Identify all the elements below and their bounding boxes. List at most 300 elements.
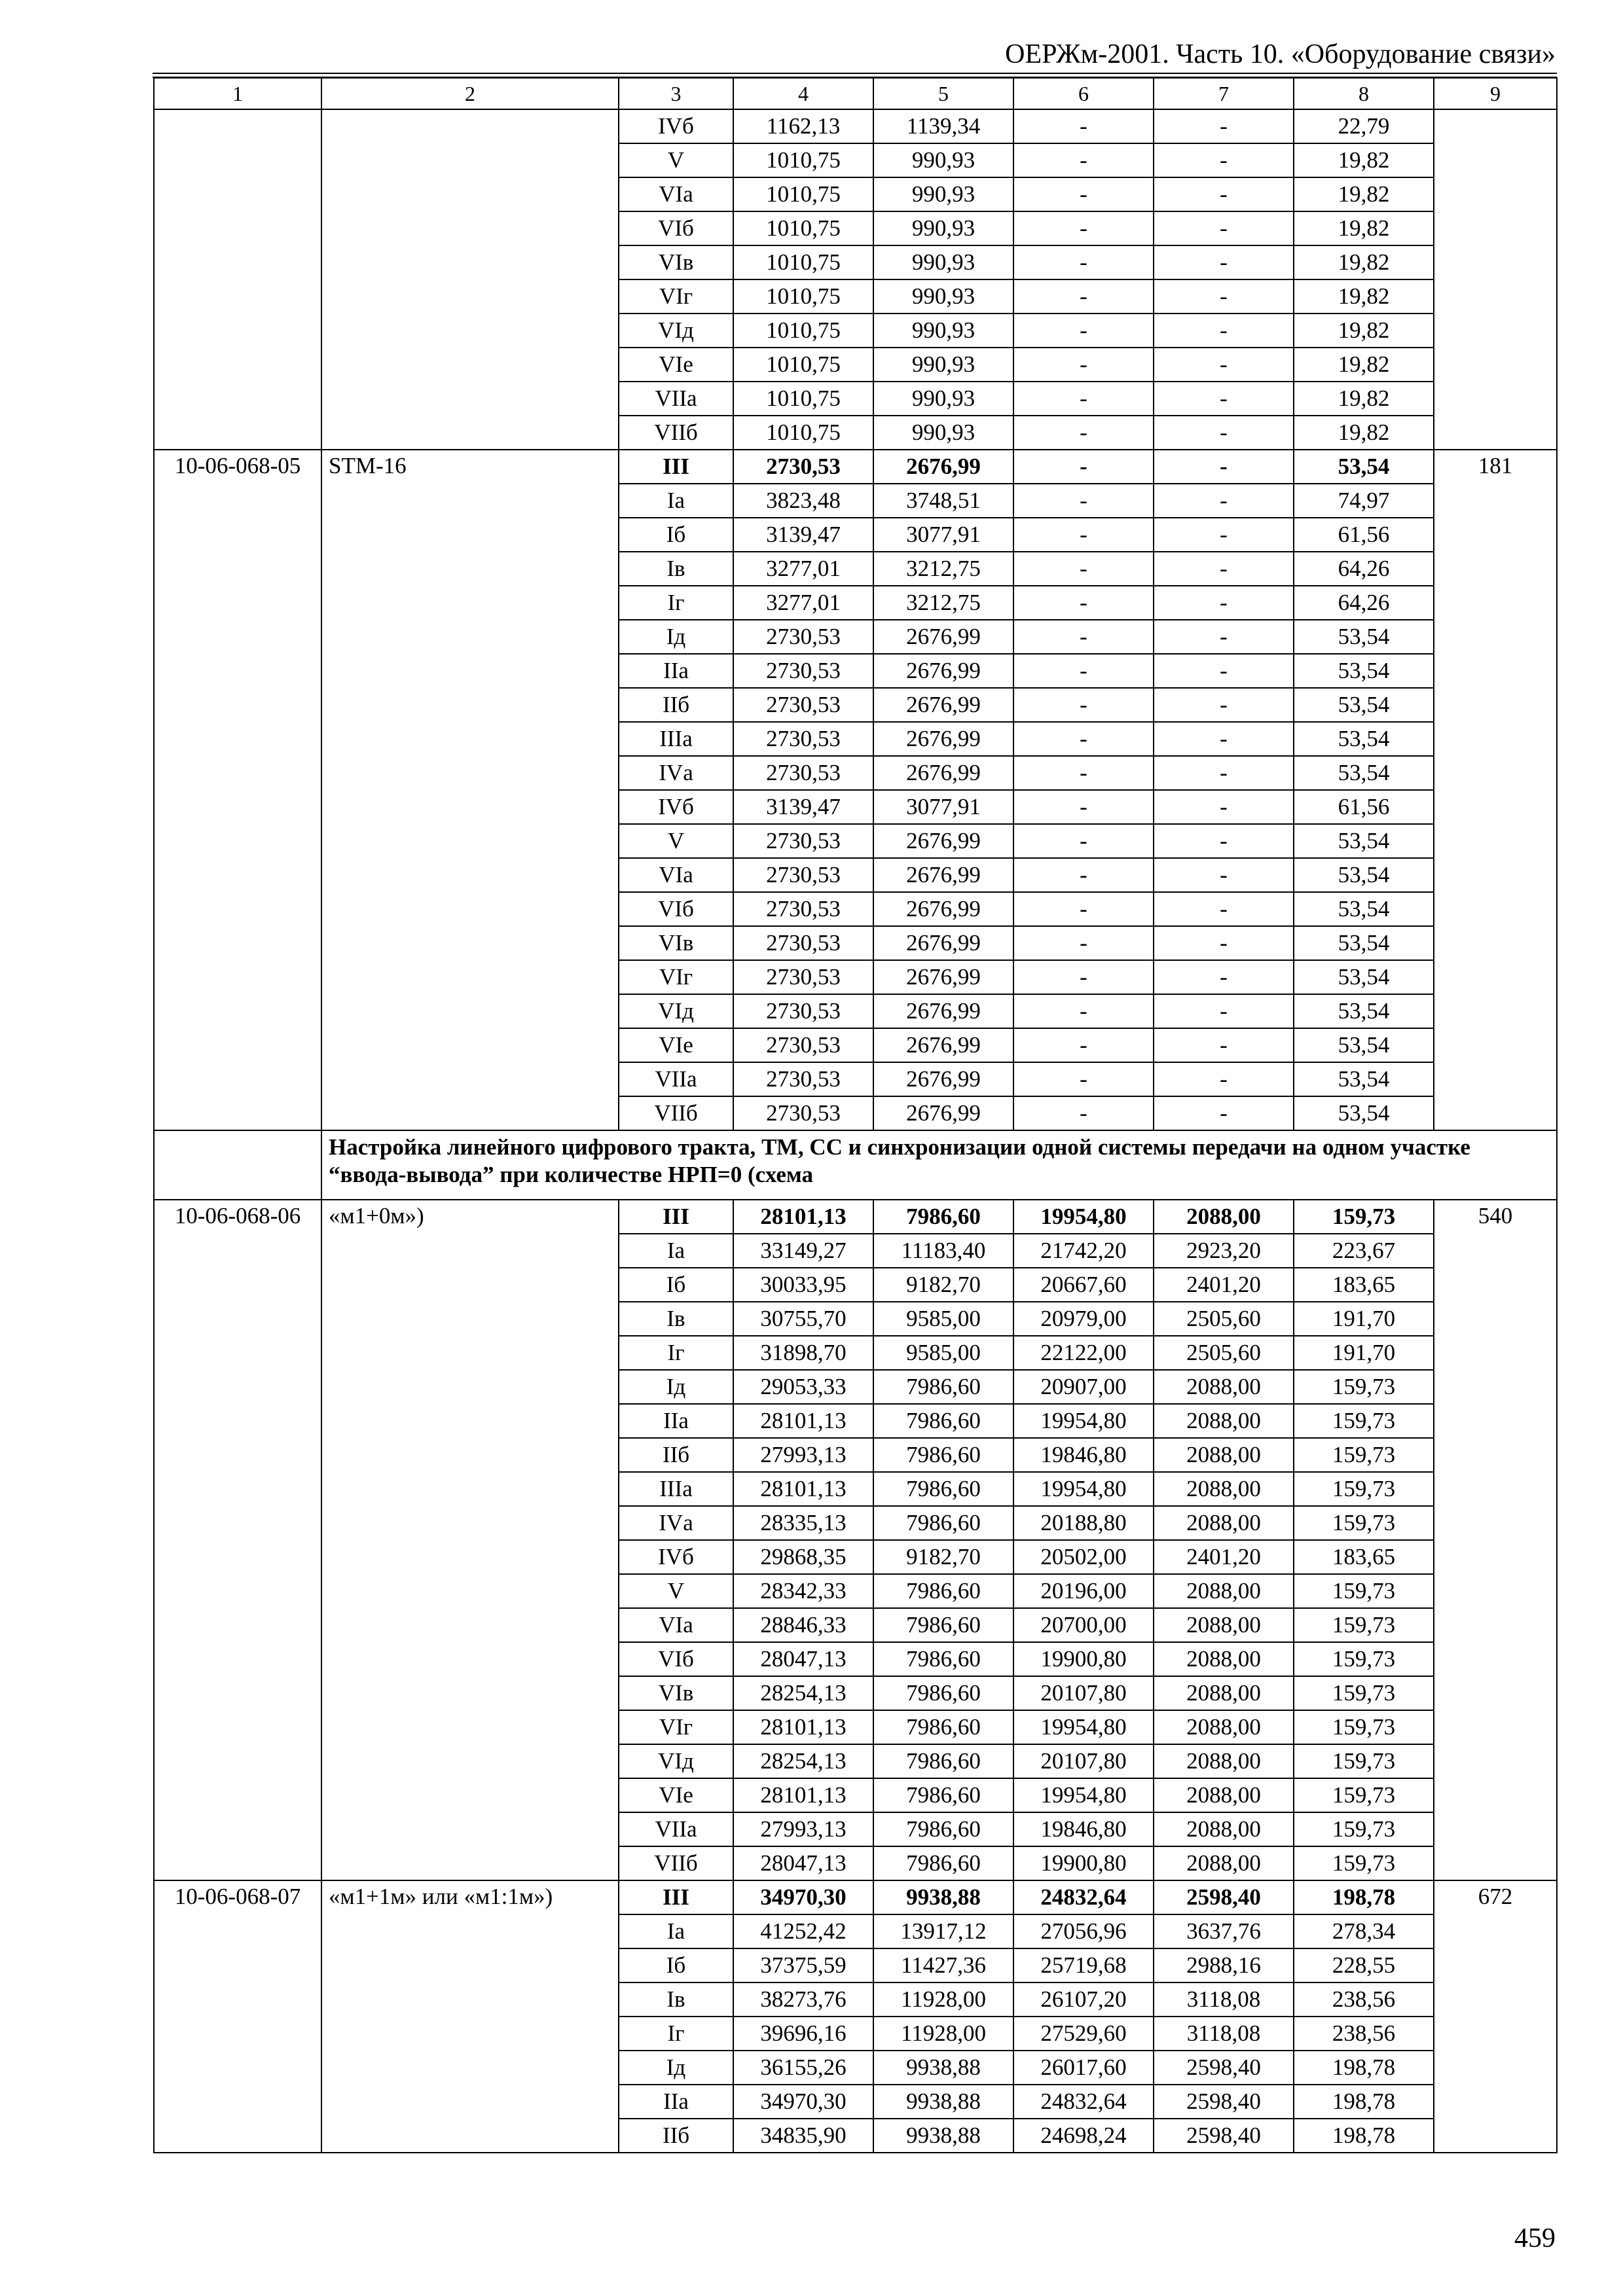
price-table bbox=[153, 77, 1558, 2153]
value-cell-6: 19954,80 bbox=[1013, 1404, 1154, 1438]
value-cell-8: 19,82 bbox=[1294, 211, 1434, 245]
table-row bbox=[154, 1200, 1557, 1234]
value-cell-6: 19954,80 bbox=[1013, 1778, 1154, 1812]
zone-cell: IIб bbox=[619, 2119, 733, 2153]
value-cell-5: 7986,60 bbox=[873, 1812, 1013, 1846]
zone-cell: Iв bbox=[619, 1982, 733, 2017]
table-row bbox=[154, 1880, 1557, 1914]
column-number: 6 bbox=[1013, 78, 1154, 109]
value-cell-4: 28342,33 bbox=[733, 1574, 873, 1608]
value-cell-6: 19954,80 bbox=[1013, 1710, 1154, 1744]
value-cell-8: 53,54 bbox=[1294, 926, 1434, 960]
rate-name: «м1+1м» или «м1:1м») bbox=[321, 1880, 619, 2153]
value-cell-7: - bbox=[1154, 143, 1294, 177]
value-cell-6: - bbox=[1013, 177, 1154, 211]
rate-code: 10-06-068-07 bbox=[154, 1880, 321, 2153]
value-cell-5: 2676,99 bbox=[873, 960, 1013, 994]
value-cell-4: 2730,53 bbox=[733, 960, 873, 994]
column-number: 3 bbox=[619, 78, 733, 109]
value-cell-4: 36155,26 bbox=[733, 2051, 873, 2085]
table-row bbox=[154, 109, 1557, 143]
zone-cell: IIа bbox=[619, 1404, 733, 1438]
value-cell-6: - bbox=[1013, 722, 1154, 756]
value-cell-8: 53,54 bbox=[1294, 450, 1434, 484]
value-cell-4: 3139,47 bbox=[733, 518, 873, 552]
value-cell-6: - bbox=[1013, 450, 1154, 484]
value-cell-5: 990,93 bbox=[873, 348, 1013, 382]
value-cell-5: 7986,60 bbox=[873, 1676, 1013, 1710]
value-cell-8: 228,55 bbox=[1294, 1948, 1434, 1982]
value-cell-5: 3748,51 bbox=[873, 484, 1013, 518]
value-cell-5: 2676,99 bbox=[873, 620, 1013, 654]
value-cell-6: - bbox=[1013, 654, 1154, 688]
zone-cell: IVб bbox=[619, 790, 733, 824]
column-number: 1 bbox=[154, 78, 321, 109]
zone-cell: VIб bbox=[619, 211, 733, 245]
zone-cell: VIIб bbox=[619, 416, 733, 450]
zone-cell: VIIа bbox=[619, 1812, 733, 1846]
zone-cell: III bbox=[619, 450, 733, 484]
value-cell-4: 1010,75 bbox=[733, 416, 873, 450]
value-cell-7: - bbox=[1154, 518, 1294, 552]
value-cell-7: - bbox=[1154, 1028, 1294, 1062]
value-cell-6: - bbox=[1013, 348, 1154, 382]
value-cell-5: 13917,12 bbox=[873, 1914, 1013, 1948]
value-cell-4: 2730,53 bbox=[733, 892, 873, 926]
value-cell-4: 1010,75 bbox=[733, 211, 873, 245]
zone-cell: IIа bbox=[619, 654, 733, 688]
rate-code bbox=[154, 109, 321, 450]
value-cell-6: 21742,20 bbox=[1013, 1234, 1154, 1268]
value-cell-8: 159,73 bbox=[1294, 1676, 1434, 1710]
value-cell-8: 159,73 bbox=[1294, 1370, 1434, 1404]
zone-cell: VIб bbox=[619, 1642, 733, 1676]
value-cell-6: 20196,00 bbox=[1013, 1574, 1154, 1608]
value-cell-8: 159,73 bbox=[1294, 1472, 1434, 1506]
column-number: 8 bbox=[1294, 78, 1434, 109]
value-cell-5: 3077,91 bbox=[873, 790, 1013, 824]
value-cell-7: 2088,00 bbox=[1154, 1438, 1294, 1472]
value-cell-8: 53,54 bbox=[1294, 654, 1434, 688]
zone-cell: Iв bbox=[619, 1302, 733, 1336]
value-cell-4: 28335,13 bbox=[733, 1506, 873, 1540]
value-cell-4: 2730,53 bbox=[733, 756, 873, 790]
value-cell-4: 37375,59 bbox=[733, 1948, 873, 1982]
value-cell-5: 7986,60 bbox=[873, 1404, 1013, 1438]
value-cell-4: 29868,35 bbox=[733, 1540, 873, 1574]
zone-cell: Iа bbox=[619, 484, 733, 518]
total-cell: 181 bbox=[1434, 450, 1557, 1130]
value-cell-6: 20667,60 bbox=[1013, 1268, 1154, 1302]
value-cell-8: 159,73 bbox=[1294, 1642, 1434, 1676]
total-cell: 672 bbox=[1434, 1880, 1557, 2153]
value-cell-6: - bbox=[1013, 688, 1154, 722]
column-number: 7 bbox=[1154, 78, 1294, 109]
value-cell-6: 27056,96 bbox=[1013, 1914, 1154, 1948]
rate-code: 10-06-068-06 bbox=[154, 1200, 321, 1880]
value-cell-8: 278,34 bbox=[1294, 1914, 1434, 1948]
value-cell-8: 53,54 bbox=[1294, 1062, 1434, 1096]
value-cell-6: 24832,64 bbox=[1013, 2085, 1154, 2119]
value-cell-6: 25719,68 bbox=[1013, 1948, 1154, 1982]
value-cell-8: 53,54 bbox=[1294, 722, 1434, 756]
zone-cell: VIа bbox=[619, 858, 733, 892]
value-cell-5: 2676,99 bbox=[873, 756, 1013, 790]
value-cell-4: 1010,75 bbox=[733, 177, 873, 211]
value-cell-5: 9938,88 bbox=[873, 2051, 1013, 2085]
value-cell-8: 61,56 bbox=[1294, 790, 1434, 824]
value-cell-5: 2676,99 bbox=[873, 688, 1013, 722]
zone-cell: V bbox=[619, 143, 733, 177]
value-cell-4: 38273,76 bbox=[733, 1982, 873, 2017]
value-cell-6: 19954,80 bbox=[1013, 1200, 1154, 1234]
value-cell-5: 7986,60 bbox=[873, 1472, 1013, 1506]
value-cell-5: 7986,60 bbox=[873, 1438, 1013, 1472]
column-number: 5 bbox=[873, 78, 1013, 109]
value-cell-8: 19,82 bbox=[1294, 143, 1434, 177]
value-cell-4: 2730,53 bbox=[733, 994, 873, 1028]
value-cell-5: 9938,88 bbox=[873, 2085, 1013, 2119]
value-cell-6: 20107,80 bbox=[1013, 1744, 1154, 1778]
value-cell-7: - bbox=[1154, 824, 1294, 858]
value-cell-4: 28101,13 bbox=[733, 1472, 873, 1506]
zone-cell: VIг bbox=[619, 960, 733, 994]
value-cell-8: 53,54 bbox=[1294, 892, 1434, 926]
value-cell-6: - bbox=[1013, 620, 1154, 654]
value-cell-5: 7986,60 bbox=[873, 1846, 1013, 1880]
value-cell-4: 1010,75 bbox=[733, 143, 873, 177]
value-cell-6: - bbox=[1013, 1096, 1154, 1130]
value-cell-8: 159,73 bbox=[1294, 1404, 1434, 1438]
value-cell-8: 159,73 bbox=[1294, 1200, 1434, 1234]
value-cell-7: 2088,00 bbox=[1154, 1846, 1294, 1880]
value-cell-5: 11183,40 bbox=[873, 1234, 1013, 1268]
zone-cell: VIе bbox=[619, 1028, 733, 1062]
zone-cell: III bbox=[619, 1880, 733, 1914]
value-cell-8: 198,78 bbox=[1294, 1880, 1434, 1914]
value-cell-6: 27529,60 bbox=[1013, 2017, 1154, 2051]
zone-cell: Iд bbox=[619, 620, 733, 654]
zone-cell: Iд bbox=[619, 2051, 733, 2085]
value-cell-5: 2676,99 bbox=[873, 1028, 1013, 1062]
value-cell-8: 19,82 bbox=[1294, 279, 1434, 314]
value-cell-6: - bbox=[1013, 211, 1154, 245]
value-cell-7: 2088,00 bbox=[1154, 1472, 1294, 1506]
value-cell-6: - bbox=[1013, 109, 1154, 143]
zone-cell: V bbox=[619, 824, 733, 858]
value-cell-8: 191,70 bbox=[1294, 1336, 1434, 1370]
value-cell-4: 28254,13 bbox=[733, 1676, 873, 1710]
value-cell-5: 990,93 bbox=[873, 314, 1013, 348]
value-cell-5: 990,93 bbox=[873, 416, 1013, 450]
value-cell-6: - bbox=[1013, 416, 1154, 450]
value-cell-4: 2730,53 bbox=[733, 688, 873, 722]
value-cell-8: 53,54 bbox=[1294, 1028, 1434, 1062]
value-cell-7: 3118,08 bbox=[1154, 2017, 1294, 2051]
section-heading-row bbox=[154, 1130, 1557, 1200]
value-cell-7: - bbox=[1154, 245, 1294, 279]
value-cell-6: 26107,20 bbox=[1013, 1982, 1154, 2017]
value-cell-6: 20907,00 bbox=[1013, 1370, 1154, 1404]
value-cell-5: 7986,60 bbox=[873, 1200, 1013, 1234]
value-cell-5: 990,93 bbox=[873, 382, 1013, 416]
value-cell-8: 238,56 bbox=[1294, 1982, 1434, 2017]
value-cell-6: - bbox=[1013, 279, 1154, 314]
rate-name bbox=[321, 109, 619, 450]
value-cell-8: 19,82 bbox=[1294, 245, 1434, 279]
value-cell-5: 9938,88 bbox=[873, 1880, 1013, 1914]
value-cell-4: 28047,13 bbox=[733, 1846, 873, 1880]
value-cell-6: 19900,80 bbox=[1013, 1846, 1154, 1880]
zone-cell: Iб bbox=[619, 1948, 733, 1982]
value-cell-8: 19,82 bbox=[1294, 177, 1434, 211]
value-cell-8: 159,73 bbox=[1294, 1744, 1434, 1778]
value-cell-5: 2676,99 bbox=[873, 1062, 1013, 1096]
rate-code: 10-06-068-05 bbox=[154, 450, 321, 1130]
value-cell-7: - bbox=[1154, 858, 1294, 892]
zone-cell: Iг bbox=[619, 1336, 733, 1370]
zone-cell: IVа bbox=[619, 1506, 733, 1540]
rate-name: «м1+0м») bbox=[321, 1200, 619, 1880]
value-cell-4: 31898,70 bbox=[733, 1336, 873, 1370]
value-cell-4: 2730,53 bbox=[733, 722, 873, 756]
value-cell-4: 3823,48 bbox=[733, 484, 873, 518]
header-rule bbox=[153, 73, 1557, 74]
value-cell-4: 30755,70 bbox=[733, 1302, 873, 1336]
value-cell-6: - bbox=[1013, 518, 1154, 552]
value-cell-7: - bbox=[1154, 892, 1294, 926]
value-cell-8: 198,78 bbox=[1294, 2119, 1434, 2153]
value-cell-4: 3277,01 bbox=[733, 586, 873, 620]
value-cell-5: 990,93 bbox=[873, 245, 1013, 279]
value-cell-4: 28101,13 bbox=[733, 1404, 873, 1438]
zone-cell: VIг bbox=[619, 1710, 733, 1744]
value-cell-7: - bbox=[1154, 960, 1294, 994]
value-cell-7: 2598,40 bbox=[1154, 2051, 1294, 2085]
value-cell-6: 20107,80 bbox=[1013, 1676, 1154, 1710]
value-cell-7: - bbox=[1154, 654, 1294, 688]
zone-cell: VIд bbox=[619, 1744, 733, 1778]
value-cell-8: 198,78 bbox=[1294, 2085, 1434, 2119]
table-body bbox=[154, 78, 1557, 2153]
value-cell-7: 2088,00 bbox=[1154, 1778, 1294, 1812]
value-cell-7: 2088,00 bbox=[1154, 1608, 1294, 1642]
value-cell-4: 2730,53 bbox=[733, 654, 873, 688]
value-cell-4: 3139,47 bbox=[733, 790, 873, 824]
value-cell-8: 61,56 bbox=[1294, 518, 1434, 552]
value-cell-6: - bbox=[1013, 382, 1154, 416]
zone-cell: IIIа bbox=[619, 1472, 733, 1506]
zone-cell: Iг bbox=[619, 586, 733, 620]
value-cell-8: 53,54 bbox=[1294, 858, 1434, 892]
zone-cell: VIа bbox=[619, 177, 733, 211]
value-cell-8: 19,82 bbox=[1294, 314, 1434, 348]
value-cell-8: 53,54 bbox=[1294, 1096, 1434, 1130]
table-row bbox=[154, 450, 1557, 484]
value-cell-6: - bbox=[1013, 1062, 1154, 1096]
value-cell-8: 159,73 bbox=[1294, 1812, 1434, 1846]
value-cell-7: - bbox=[1154, 1096, 1294, 1130]
value-cell-5: 9585,00 bbox=[873, 1336, 1013, 1370]
value-cell-8: 53,54 bbox=[1294, 620, 1434, 654]
value-cell-8: 191,70 bbox=[1294, 1302, 1434, 1336]
value-cell-4: 29053,33 bbox=[733, 1370, 873, 1404]
value-cell-4: 2730,53 bbox=[733, 450, 873, 484]
value-cell-8: 159,73 bbox=[1294, 1778, 1434, 1812]
value-cell-8: 159,73 bbox=[1294, 1846, 1434, 1880]
zone-cell: V bbox=[619, 1574, 733, 1608]
value-cell-8: 183,65 bbox=[1294, 1268, 1434, 1302]
value-cell-7: - bbox=[1154, 484, 1294, 518]
value-cell-4: 27993,13 bbox=[733, 1438, 873, 1472]
zone-cell: III bbox=[619, 1200, 733, 1234]
zone-cell: Iа bbox=[619, 1234, 733, 1268]
zone-cell: Iа bbox=[619, 1914, 733, 1948]
value-cell-6: - bbox=[1013, 892, 1154, 926]
page-number: 459 bbox=[1514, 2223, 1556, 2253]
value-cell-4: 2730,53 bbox=[733, 1096, 873, 1130]
value-cell-6: - bbox=[1013, 484, 1154, 518]
value-cell-8: 159,73 bbox=[1294, 1710, 1434, 1744]
value-cell-4: 28254,13 bbox=[733, 1744, 873, 1778]
value-cell-7: - bbox=[1154, 722, 1294, 756]
value-cell-6: 19846,80 bbox=[1013, 1438, 1154, 1472]
value-cell-6: 20502,00 bbox=[1013, 1540, 1154, 1574]
zone-cell: VIIа bbox=[619, 382, 733, 416]
value-cell-7: - bbox=[1154, 279, 1294, 314]
value-cell-5: 990,93 bbox=[873, 211, 1013, 245]
value-cell-4: 1010,75 bbox=[733, 245, 873, 279]
value-cell-8: 64,26 bbox=[1294, 586, 1434, 620]
value-cell-5: 2676,99 bbox=[873, 654, 1013, 688]
value-cell-5: 7986,60 bbox=[873, 1574, 1013, 1608]
value-cell-8: 238,56 bbox=[1294, 2017, 1434, 2051]
value-cell-4: 28047,13 bbox=[733, 1642, 873, 1676]
zone-cell: VIв bbox=[619, 245, 733, 279]
value-cell-5: 2676,99 bbox=[873, 722, 1013, 756]
value-cell-8: 159,73 bbox=[1294, 1608, 1434, 1642]
value-cell-5: 9585,00 bbox=[873, 1302, 1013, 1336]
zone-cell: IIа bbox=[619, 2085, 733, 2119]
value-cell-6: - bbox=[1013, 1028, 1154, 1062]
value-cell-5: 1139,34 bbox=[873, 109, 1013, 143]
value-cell-7: 2088,00 bbox=[1154, 1676, 1294, 1710]
zone-cell: VIг bbox=[619, 279, 733, 314]
value-cell-6: 20700,00 bbox=[1013, 1608, 1154, 1642]
value-cell-8: 159,73 bbox=[1294, 1574, 1434, 1608]
value-cell-7: - bbox=[1154, 688, 1294, 722]
value-cell-5: 7986,60 bbox=[873, 1608, 1013, 1642]
value-cell-7: 2598,40 bbox=[1154, 2085, 1294, 2119]
value-cell-6: 19954,80 bbox=[1013, 1472, 1154, 1506]
total-cell: 540 bbox=[1434, 1200, 1557, 1880]
value-cell-6: 22122,00 bbox=[1013, 1336, 1154, 1370]
value-cell-5: 2676,99 bbox=[873, 892, 1013, 926]
value-cell-6: - bbox=[1013, 756, 1154, 790]
value-cell-5: 11928,00 bbox=[873, 2017, 1013, 2051]
value-cell-8: 53,54 bbox=[1294, 960, 1434, 994]
value-cell-4: 28846,33 bbox=[733, 1608, 873, 1642]
value-cell-4: 27993,13 bbox=[733, 1812, 873, 1846]
zone-cell: IVб bbox=[619, 109, 733, 143]
zone-cell: Iб bbox=[619, 1268, 733, 1302]
zone-cell: VIб bbox=[619, 892, 733, 926]
value-cell-8: 183,65 bbox=[1294, 1540, 1434, 1574]
value-cell-7: 2923,20 bbox=[1154, 1234, 1294, 1268]
value-cell-7: 3637,76 bbox=[1154, 1914, 1294, 1948]
zone-cell: Iб bbox=[619, 518, 733, 552]
value-cell-5: 3212,75 bbox=[873, 586, 1013, 620]
zone-cell: IIб bbox=[619, 688, 733, 722]
value-cell-4: 41252,42 bbox=[733, 1914, 873, 1948]
value-cell-8: 74,97 bbox=[1294, 484, 1434, 518]
zone-cell: VIд bbox=[619, 994, 733, 1028]
total-cell bbox=[1434, 109, 1557, 450]
value-cell-8: 64,26 bbox=[1294, 552, 1434, 586]
value-cell-6: - bbox=[1013, 858, 1154, 892]
value-cell-6: 19846,80 bbox=[1013, 1812, 1154, 1846]
value-cell-5: 990,93 bbox=[873, 279, 1013, 314]
value-cell-8: 19,82 bbox=[1294, 348, 1434, 382]
value-cell-8: 159,73 bbox=[1294, 1506, 1434, 1540]
zone-cell: VIIб bbox=[619, 1096, 733, 1130]
value-cell-5: 7986,60 bbox=[873, 1370, 1013, 1404]
zone-cell: IIIа bbox=[619, 722, 733, 756]
value-cell-5: 7986,60 bbox=[873, 1778, 1013, 1812]
value-cell-4: 34970,30 bbox=[733, 2085, 873, 2119]
value-cell-7: 2505,60 bbox=[1154, 1336, 1294, 1370]
value-cell-8: 53,54 bbox=[1294, 756, 1434, 790]
zone-cell: VIе bbox=[619, 348, 733, 382]
value-cell-7: - bbox=[1154, 994, 1294, 1028]
value-cell-4: 3277,01 bbox=[733, 552, 873, 586]
zone-cell: VIIа bbox=[619, 1062, 733, 1096]
value-cell-7: 2088,00 bbox=[1154, 1744, 1294, 1778]
value-cell-4: 1010,75 bbox=[733, 382, 873, 416]
value-cell-6: 26017,60 bbox=[1013, 2051, 1154, 2085]
value-cell-8: 22,79 bbox=[1294, 109, 1434, 143]
value-cell-7: - bbox=[1154, 416, 1294, 450]
value-cell-4: 39696,16 bbox=[733, 2017, 873, 2051]
value-cell-5: 7986,60 bbox=[873, 1642, 1013, 1676]
value-cell-5: 2676,99 bbox=[873, 450, 1013, 484]
value-cell-6: 20979,00 bbox=[1013, 1302, 1154, 1336]
value-cell-7: - bbox=[1154, 586, 1294, 620]
value-cell-7: 2088,00 bbox=[1154, 1404, 1294, 1438]
value-cell-7: - bbox=[1154, 211, 1294, 245]
value-cell-8: 19,82 bbox=[1294, 382, 1434, 416]
value-cell-7: - bbox=[1154, 552, 1294, 586]
value-cell-8: 53,54 bbox=[1294, 994, 1434, 1028]
value-cell-6: 24698,24 bbox=[1013, 2119, 1154, 2153]
zone-cell: VIа bbox=[619, 1608, 733, 1642]
value-cell-7: - bbox=[1154, 314, 1294, 348]
value-cell-4: 1162,13 bbox=[733, 109, 873, 143]
value-cell-4: 34835,90 bbox=[733, 2119, 873, 2153]
value-cell-8: 53,54 bbox=[1294, 688, 1434, 722]
value-cell-4: 1010,75 bbox=[733, 348, 873, 382]
value-cell-7: 3118,08 bbox=[1154, 1982, 1294, 2017]
value-cell-5: 9182,70 bbox=[873, 1540, 1013, 1574]
value-cell-5: 7986,60 bbox=[873, 1506, 1013, 1540]
value-cell-7: 2088,00 bbox=[1154, 1574, 1294, 1608]
value-cell-7: 2088,00 bbox=[1154, 1642, 1294, 1676]
value-cell-5: 2676,99 bbox=[873, 824, 1013, 858]
value-cell-6: 20188,80 bbox=[1013, 1506, 1154, 1540]
value-cell-5: 9182,70 bbox=[873, 1268, 1013, 1302]
value-cell-7: - bbox=[1154, 756, 1294, 790]
column-number: 4 bbox=[733, 78, 873, 109]
